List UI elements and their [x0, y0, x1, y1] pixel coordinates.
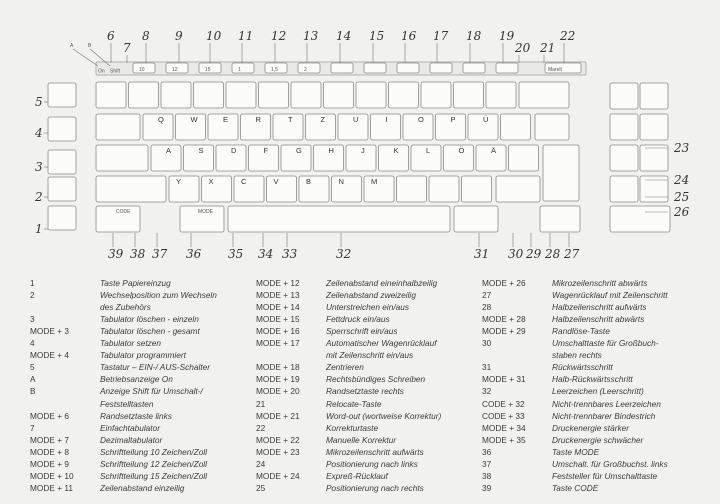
- pitch-key: [232, 63, 254, 73]
- letter-key: [364, 176, 394, 202]
- legend-description: Tabulator löschen - einzeln: [100, 314, 199, 325]
- number-key: [324, 82, 354, 108]
- legend-code: MODE + 29: [482, 326, 526, 337]
- legend-description: Zentrieren: [326, 362, 364, 373]
- legend-description: Unterstreichen ein/aus: [326, 302, 410, 313]
- legend-description: Rechtsbündiges Schreiben: [326, 374, 426, 385]
- key-letter: T: [288, 115, 293, 124]
- legend-code: 24: [256, 458, 266, 469]
- number-key: [356, 82, 386, 108]
- legend-description: Halbzeilenschritt abwärts: [552, 314, 645, 325]
- function-key: [364, 63, 386, 73]
- code-key-label: CODE: [116, 209, 131, 215]
- shift-lock-key: [96, 145, 148, 171]
- legend-code: MODE + 22: [256, 434, 300, 445]
- callout-1: 1: [35, 222, 43, 236]
- legend-description: Word-out (wortweise Korrektur): [326, 410, 442, 421]
- key-letter: Ö: [458, 146, 465, 155]
- legend-code: MODE + 23: [256, 446, 300, 457]
- legend-code: 31: [482, 362, 492, 373]
- number-key: [291, 82, 321, 108]
- indicator-on-label: On: [98, 68, 105, 75]
- right-function-key: [610, 206, 670, 232]
- tab-key: [96, 114, 140, 140]
- right-function-key: [610, 145, 638, 171]
- key-letter: L: [426, 146, 431, 155]
- legend-description: Schriftteilung 15 Zeichen/Zoll: [100, 470, 207, 481]
- legend-description: Einfachtabulator: [100, 422, 160, 433]
- callout-9: 9: [175, 29, 183, 43]
- key-letter: R: [255, 115, 261, 124]
- legend-code: 27: [482, 290, 492, 301]
- legend-description: Betriebsanzeige On: [100, 374, 173, 385]
- letter-key: [299, 176, 329, 202]
- legend-description: Tabulator programmiert: [100, 350, 186, 361]
- key-letter: G: [296, 146, 302, 155]
- legend-code: MODE + 10: [30, 470, 74, 481]
- legend-description: Dezimaltabulator: [100, 434, 163, 445]
- indicator-b-callout: B: [88, 43, 92, 49]
- legend-code: 39: [482, 482, 492, 493]
- right-function-key: [610, 83, 638, 109]
- legend-code: MODE + 12: [256, 278, 300, 288]
- right-function-key: [640, 83, 668, 109]
- legend-code: MODE + 28: [482, 314, 526, 325]
- legend-code: MODE + 7: [30, 434, 69, 445]
- leader-line: [73, 49, 98, 66]
- legend-description: Zeilenabstand eineinhalbzeilig: [326, 278, 438, 288]
- key-letter: Z: [320, 115, 326, 124]
- legend-code: MODE + 16: [256, 326, 300, 337]
- callout-10: 10: [206, 29, 222, 43]
- letter-key: [501, 114, 531, 140]
- legend-description: Positionierung nach rechts: [326, 482, 424, 493]
- legend-description: Feststeller für Umschalttaste: [552, 470, 658, 481]
- legend-code: 2: [30, 290, 35, 301]
- legend-code: 22: [256, 422, 266, 433]
- legend-code: 37: [482, 458, 492, 469]
- key-letter: W: [190, 115, 198, 124]
- legend-description: Manuelle Korrektur: [326, 434, 397, 445]
- callout-11: 11: [238, 29, 254, 43]
- left-function-key: [48, 83, 76, 107]
- legend-code: MODE + 31: [482, 374, 526, 385]
- key-letter: H: [328, 146, 334, 155]
- shift-right-key: [496, 176, 540, 202]
- number-key: [421, 82, 451, 108]
- legend-description: des Zubehörs: [100, 302, 151, 313]
- callout-28: 28: [545, 247, 561, 261]
- legend-description: Tabulator setzen: [100, 338, 162, 349]
- legend-code: MODE + 34: [482, 422, 526, 433]
- legend-code: CODE + 32: [482, 398, 525, 409]
- letter-key: [332, 176, 362, 202]
- legend-description: Nicht-trennbares Leerzeichen: [552, 398, 661, 409]
- callout-8: 8: [142, 29, 150, 43]
- key-letter: M: [371, 177, 378, 186]
- number-key: [96, 82, 126, 108]
- legend-code: 4: [30, 338, 35, 349]
- key-letter: O: [418, 115, 424, 124]
- legend-description: Wechselposition zum Wechseln: [100, 290, 217, 301]
- function-key: [397, 63, 419, 73]
- number-key: [389, 82, 419, 108]
- key-letter: Y: [176, 177, 182, 186]
- margin-release-label: Marelt: [548, 67, 562, 73]
- legend-code: 36: [482, 446, 492, 457]
- key-letter: S: [198, 146, 204, 155]
- legend-description: Mikrozeilenschritt aufwärts: [326, 446, 424, 457]
- legend-description: Druckenergie schwächer: [552, 434, 644, 445]
- pitch-key: [298, 63, 320, 73]
- right-function-key: [610, 114, 638, 140]
- legend-description: mit Zeilenschritt ein/aus: [326, 350, 414, 361]
- left-function-key: [48, 150, 76, 174]
- letter-key: [429, 176, 459, 202]
- legend-code: 1: [30, 278, 35, 288]
- legend-description: Taste MODE: [552, 446, 600, 457]
- right-function-key: [610, 176, 638, 202]
- legend-description: Nicht-trennbarer Bindestrich: [552, 410, 656, 421]
- key-letter: Ä: [491, 146, 497, 155]
- legend-description: Mikrozeilenschritt abwärts: [552, 278, 648, 288]
- pitch-key-label: 10: [139, 67, 145, 73]
- number-key: [226, 82, 256, 108]
- legend-description: Wagenrücklauf mit Zeilenschritt: [552, 290, 668, 301]
- callout-21: 21: [540, 41, 556, 55]
- callout-31: 31: [474, 247, 490, 261]
- legend-code: MODE + 15: [256, 314, 300, 325]
- legend-description: Rückwärtsschritt: [552, 362, 613, 373]
- legend-code: MODE + 3: [30, 326, 69, 337]
- callout-35: 35: [228, 247, 244, 261]
- relocate-key: [535, 114, 569, 140]
- legend-description: Umschalt. für Großbuchst. links: [552, 458, 668, 469]
- function-key: [496, 63, 518, 73]
- key-letter: X: [208, 177, 214, 186]
- legend-code: MODE + 35: [482, 434, 526, 445]
- legend-code: MODE + 9: [30, 458, 69, 469]
- letter-key: [267, 176, 297, 202]
- callout-34: 34: [258, 247, 274, 261]
- callout-29: 29: [526, 247, 542, 261]
- legend-description: Fettdruck ein/aus: [326, 314, 390, 325]
- function-key: [430, 63, 452, 73]
- callout-25: 25: [674, 190, 690, 204]
- callout-38: 38: [130, 247, 146, 261]
- callout-37: 37: [152, 247, 168, 261]
- left-function-key: [48, 177, 76, 201]
- callout-6: 6: [107, 29, 115, 43]
- legend-description: Relocate-Taste: [326, 398, 382, 409]
- key-letter: Q: [158, 115, 164, 124]
- legend-code: 28: [482, 302, 492, 313]
- legend-code: 7: [30, 422, 35, 433]
- legend-code: MODE + 26: [482, 278, 526, 288]
- callout-32: 32: [336, 247, 352, 261]
- indicator-shift-label: Shift: [110, 68, 121, 75]
- callout-15: 15: [369, 29, 385, 43]
- legend-code: MODE + 17: [256, 338, 300, 349]
- callout-39: 39: [108, 247, 124, 261]
- callout-18: 18: [466, 29, 482, 43]
- legend-description: staben rechts: [552, 350, 602, 361]
- callout-2: 2: [35, 190, 43, 204]
- pitch-key-label: 12: [172, 67, 178, 73]
- shift-left-key: [96, 176, 166, 202]
- key-letter: N: [338, 177, 344, 186]
- legend-code: 30: [482, 338, 492, 349]
- legend-description: Umschalttaste für Großbuch-: [552, 338, 659, 349]
- legend-code: MODE + 19: [256, 374, 300, 385]
- legend-description: Feststelltasten: [100, 398, 154, 409]
- indicator-a-callout: A: [70, 43, 74, 49]
- legend-code: 32: [482, 386, 492, 397]
- legend-description: Schriftteilung 12 Zeichen/Zoll: [100, 458, 207, 469]
- letter-key: [169, 176, 199, 202]
- space-bar: [228, 206, 450, 232]
- callout-19: 19: [499, 29, 515, 43]
- number-key: [454, 82, 484, 108]
- legend-code: MODE + 21: [256, 410, 300, 421]
- legend-table: [30, 278, 710, 498]
- legend-description: Anzeige Shift für Umschalt-/: [100, 386, 203, 397]
- callout-16: 16: [401, 29, 417, 43]
- legend-code: MODE + 20: [256, 386, 300, 397]
- legend-code: MODE + 6: [30, 410, 69, 421]
- legend-code: MODE + 24: [256, 470, 300, 481]
- callout-5: 5: [35, 95, 43, 109]
- callout-7: 7: [123, 41, 131, 55]
- callout-36: 36: [186, 247, 202, 261]
- number-key: [486, 82, 516, 108]
- letter-key: [397, 176, 427, 202]
- legend-description: Automatischer Wagenrücklauf: [326, 338, 437, 349]
- legend-code: A: [30, 374, 36, 385]
- legend-description: Halbzeilenschritt aufwärts: [552, 302, 647, 313]
- letter-key: [462, 176, 492, 202]
- legend-description: Zeilenabstand zweizeilig: [326, 290, 416, 301]
- pitch-key-label: 2: [304, 67, 307, 73]
- key-letter: I: [385, 115, 388, 124]
- callout-12: 12: [271, 29, 287, 43]
- callout-3: 3: [35, 160, 43, 174]
- legend-code: MODE + 11: [30, 482, 73, 493]
- callout-24: 24: [674, 173, 690, 187]
- return-key: [543, 145, 579, 201]
- legend-code: CODE + 33: [482, 410, 525, 421]
- legend-code: MODE + 18: [256, 362, 300, 373]
- key-letter: Ü: [483, 115, 489, 124]
- key-letter: K: [393, 146, 399, 155]
- callout-33: 33: [282, 247, 298, 261]
- callout-17: 17: [433, 29, 449, 43]
- letter-key: [234, 176, 264, 202]
- callout-22: 22: [560, 29, 576, 43]
- legend-description: Halb-Rückwärtsschritt: [552, 374, 633, 385]
- legend-description: Schriftteilung 10 Zeichen/Zoll: [100, 446, 207, 457]
- number-key: [194, 82, 224, 108]
- legend-code: MODE + 13: [256, 290, 300, 301]
- key-letter: A: [166, 146, 172, 155]
- mode-key-label: MODE: [198, 209, 213, 215]
- key-letter: B: [306, 177, 312, 186]
- legend-description: Taste CODE: [552, 482, 599, 493]
- legend-code: 21: [256, 398, 266, 409]
- key-letter: D: [231, 146, 237, 155]
- legend-description: Expreß-Rücklauf: [326, 470, 388, 481]
- key-letter: V: [273, 177, 279, 186]
- legend-description: Korrekturtaste: [326, 422, 379, 433]
- key-letter: P: [450, 115, 456, 124]
- callout-23: 23: [674, 141, 690, 155]
- legend-description: Tabulator löschen - gesamt: [100, 326, 200, 337]
- correction-key: [519, 82, 569, 108]
- legend-description: Zeilenabstand einzeilig: [100, 482, 185, 493]
- callout-30: 30: [508, 247, 524, 261]
- legend-code: MODE + 14: [256, 302, 300, 313]
- left-function-key: [48, 117, 76, 141]
- pitch-key-label: 15: [205, 67, 211, 73]
- legend-code: 38: [482, 470, 492, 481]
- key-letter: F: [263, 146, 269, 155]
- number-key: [161, 82, 191, 108]
- callout-20: 20: [515, 41, 531, 55]
- letter-key: [202, 176, 232, 202]
- callout-4: 4: [35, 126, 43, 140]
- function-key: [463, 63, 485, 73]
- legend-description: Randsetztaste links: [100, 410, 172, 421]
- callout-14: 14: [336, 29, 352, 43]
- number-key: [129, 82, 159, 108]
- letter-key: [509, 145, 539, 171]
- legend-description: Positionierung nach links: [326, 458, 418, 469]
- legend-description: Leerzeichen (Leerschritt): [552, 386, 644, 397]
- key-letter: C: [241, 177, 247, 186]
- key-letter: J: [361, 146, 365, 155]
- right-function-key: [640, 145, 668, 171]
- number-key: [259, 82, 289, 108]
- half-line-key: [540, 206, 580, 232]
- legend-code: 5: [30, 362, 35, 373]
- legend-description: Taste Papiereinzug: [100, 278, 171, 288]
- legend-description: Randsetztaste rechts: [326, 386, 404, 397]
- key-letter: E: [223, 115, 229, 124]
- left-function-key: [48, 206, 76, 230]
- function-key: [331, 63, 353, 73]
- callout-13: 13: [303, 29, 319, 43]
- legend-code: 25: [256, 482, 266, 493]
- legend-description: Druckenergie stärker: [552, 422, 630, 433]
- legend-code: MODE + 8: [30, 446, 69, 457]
- backspace-key: [454, 206, 498, 232]
- key-letter: U: [353, 115, 359, 124]
- legend-description: Tastatur – EIN-/ AUS-Schalter: [100, 362, 211, 373]
- legend-code: 3: [30, 314, 35, 325]
- legend-code: MODE + 4: [30, 350, 69, 361]
- legend-description: Sperrschrift ein/aus: [326, 326, 398, 337]
- pitch-key-label: 1: [238, 67, 241, 73]
- legend-description: Randlöse-Taste: [552, 326, 610, 337]
- legend-code: B: [30, 386, 36, 397]
- right-function-key: [640, 114, 668, 140]
- callout-27: 27: [564, 247, 580, 261]
- callout-26: 26: [674, 205, 690, 219]
- pitch-key-label: 1,5: [271, 67, 278, 73]
